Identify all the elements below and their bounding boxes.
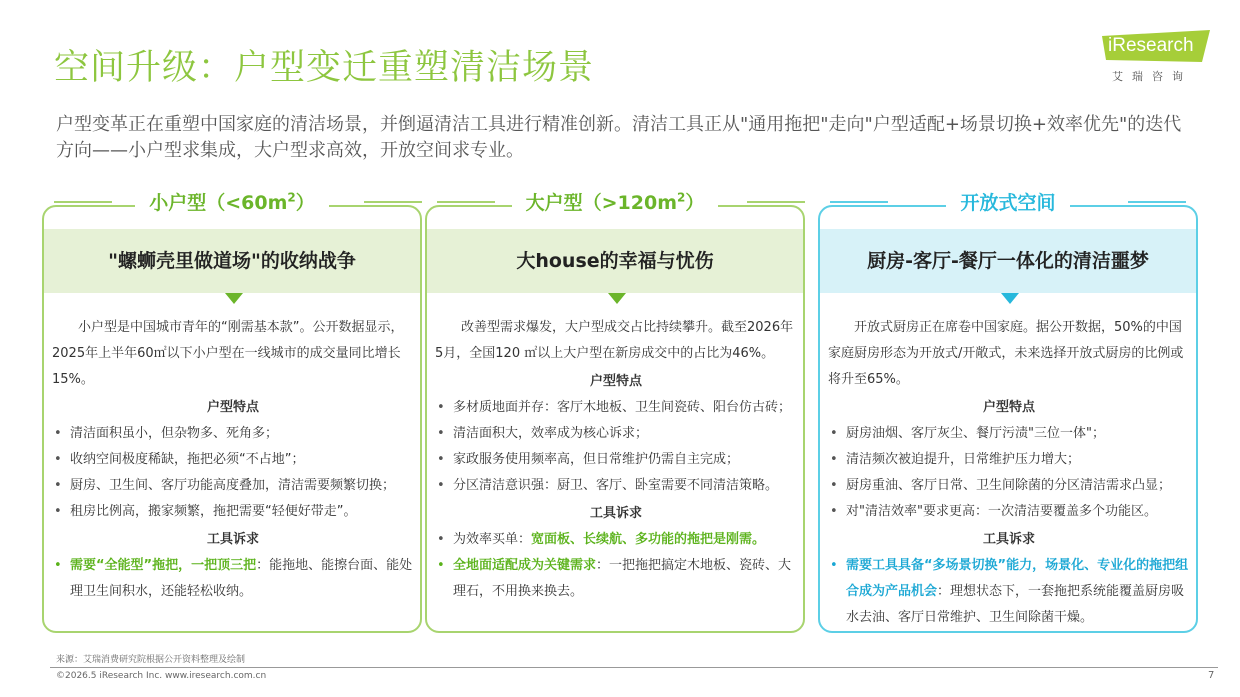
- need-item: [828, 553, 1190, 631]
- feature-item: • 多材质地面并存：客厅木地板、卫生间瓷砖、阳台仿古砖；: [435, 395, 797, 421]
- iresearch-logo: [1102, 30, 1214, 86]
- page-title: 空间升级：户型变迁重塑清洁场景: [54, 48, 595, 88]
- feature-item: • 对"清洁效率"要求更高：一次清洁要覆盖多个功能区。: [828, 499, 1190, 525]
- feature-item: • 租房比例高，搬家频繁，拖把需要“轻便好带走”。: [52, 499, 414, 525]
- footer-divider: [50, 667, 1218, 668]
- card-open-space: [818, 205, 1198, 633]
- category-sup: 2: [677, 190, 686, 205]
- feature-item: • 厨房、卫生间、客厅功能高度叠加，清洁需要频繁切换；: [52, 473, 414, 499]
- card-paragraph: 改善型需求爆发，大户型成交占比持续攀升。截至2026年5月，全国120 ㎡以上大户型在新房成交中的占比为46%。: [435, 320, 794, 361]
- need-text: ：一把拖把搞定木地板、瓷砖、大理石，不用换来换去。: [453, 558, 792, 599]
- page-number: 7: [1208, 670, 1215, 681]
- features-title: 户型特点: [982, 400, 1035, 415]
- card-headline: "螺蛳壳里做道场"的收纳战争: [44, 229, 420, 293]
- category-sup: 2: [287, 190, 296, 205]
- category-title: [818, 188, 1198, 215]
- needs-title: 工具诉求: [206, 532, 259, 547]
- feature-item: • 清洁频次被迫提升，日常维护压力增大；: [828, 447, 1190, 473]
- feature-item: • 厨房油烟、客厅灰尘、餐厅污渍"三位一体"；: [828, 421, 1190, 447]
- card-headline: 厨房-客厅-餐厅一体化的清洁噩梦: [820, 229, 1196, 293]
- card-large-unit: [425, 205, 805, 633]
- card-paragraph: 开放式厨房正在席卷中国家庭。据公开数据，50%的中国家庭厨房形态为开放式/开敞式，未来选择开放式厨房的比例或将升至65%。: [828, 320, 1184, 387]
- feature-item: • 清洁面积虽小，但杂物多、死角多；: [52, 421, 414, 447]
- feature-item: • 清洁面积大，效率成为核心诉求；: [435, 421, 797, 447]
- card-small-unit: [42, 205, 422, 633]
- category-label: 开放式空间: [960, 192, 1056, 214]
- category-end: ）: [685, 192, 705, 214]
- category-title: [425, 188, 805, 215]
- source-note: 来源：艾瑞消费研究院根据公开资料整理及绘制: [56, 655, 246, 665]
- need-highlight: 宽面板、长续航、多功能的拖把是刚需。: [531, 532, 766, 547]
- category-title: [42, 188, 422, 215]
- category-label: 小户型（<60m: [149, 192, 288, 214]
- need-highlight: 需要工具具备“多场景切换”能力，场景化、专业化的拖把组合成为产品机会: [846, 558, 1189, 599]
- need-highlight: 全地面适配成为关键需求: [453, 558, 597, 573]
- needs-title: 工具诉求: [589, 506, 642, 521]
- need-item: [52, 553, 414, 605]
- card-paragraph: 小户型是中国城市青年的“刚需基本款”。公开数据显示， 2025年上半年60㎡以下小户型在一线城市的成交量同比增长15%。: [52, 320, 404, 387]
- logo-sub-text: 艾瑞咨询: [1112, 70, 1192, 83]
- need-text: ：能拖地、能擦台面、能处理卫生间积水，还能轻松收纳。: [70, 558, 413, 599]
- feature-item: • 分区清洁意识强：厨卫、客厅、卧室需要不同清洁策略。: [435, 473, 797, 499]
- need-item: [435, 553, 797, 605]
- category-label: 大户型（>120m: [525, 192, 677, 214]
- card-body: [52, 315, 414, 605]
- down-arrow-icon: [1001, 293, 1019, 304]
- intro-text: 户型变革正在重塑中国家庭的清洁场景，并倒逼清洁工具进行精准创新。清洁工具正从"通用拖把"走向"户型适配+场景切换+效率优先"的迭代方向——小户型求集成，大户型求高效，开放空间求专业。: [56, 114, 1182, 161]
- features-title: 户型特点: [206, 400, 259, 415]
- feature-item: • 家政服务使用频率高，但日常维护仍需自主完成；: [435, 447, 797, 473]
- features-title: 户型特点: [589, 374, 642, 389]
- need-highlight: 需要“全能型”拖把，一把顶三把: [70, 558, 257, 573]
- feature-item: • 厨房重油、客厅日常、卫生间除菌的分区清洁需求凸显；: [828, 473, 1190, 499]
- card-body: [435, 315, 797, 605]
- down-arrow-icon: [225, 293, 243, 304]
- needs-title: 工具诉求: [982, 532, 1035, 547]
- category-end: ）: [295, 192, 315, 214]
- copyright: ©2026.5 iResearch Inc. www.iresearch.com.cn: [56, 671, 267, 681]
- need-item: [435, 527, 797, 553]
- logo-brand-text: iResearch: [1108, 35, 1194, 56]
- card-body: [828, 315, 1190, 631]
- need-prefix: 为效率买单：: [453, 532, 532, 547]
- feature-item: • 收纳空间极度稀缺，拖把必须“不占地”；: [52, 447, 414, 473]
- down-arrow-icon: [608, 293, 626, 304]
- need-text: ：理想状态下，一套拖把系统能覆盖厨房吸水去油、客厅日常维护、卫生间除菌干燥。: [846, 584, 1185, 625]
- card-headline: 大house的幸福与忧伤: [427, 229, 803, 293]
